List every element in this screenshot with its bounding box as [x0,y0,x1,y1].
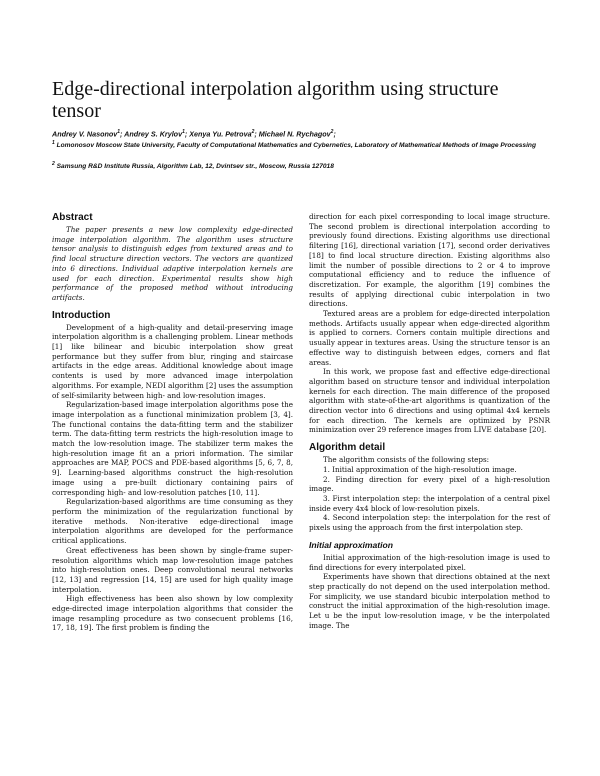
author-name: Andrey S. Krylov [124,129,183,139]
author-sup: 2 [251,129,255,135]
author-name: Andrey V. Nasonov [52,129,118,139]
left-column [52,212,293,633]
paper-title: Edge-directional interpolation algorithm using structure tensor [52,78,499,122]
step-item: 4. Second interpolation step: the interpolation for the rest of pixels using the approach from the first interpolation step. [309,513,550,533]
abstract-text: The paper presents a new low complexity edge-directed image interpolation algorithm. The algorithm uses structure tensor analysis to distinguish edges from textured areas and to find local structure direction vectors. The vectors are quantized into 6 directions. Individual adaptive interpolation kernels are used for each direction. Experimental results show high performance of the proposed method without introducing artifacts. [52,225,293,302]
author-sup: 2 [330,129,334,135]
affiliation [52,139,562,151]
paragraph: Initial approximation of the high-resolution image is used to find directions for every interpolated pixel. [309,552,550,572]
author-list: Andrey V. Nasonov$^1$; Andrey S. Krylov$^1$; Xenya Yu. Petrova$^2$; Michael N. Rychagov$^2$; [52,129,336,139]
introduction-section [52,310,293,634]
step-item: 3. First interpolation step: the interpolation of a central pixel inside every 4x4 block of low-resolution pixels. [309,493,550,513]
affiliation-sup: 1 [52,140,55,146]
paragraph: High effectiveness has been also shown by low complexity edge-directed image interpolation algorithms that consider the image resampling procedure as two consecuent problems [16, 17, 18, 19]. The first problem is finding the [52,594,293,633]
paragraph: In this work, we propose fast and effective edge-directional algorithm based on structure tensor and individual interpolation kernels for each direction. The main difference of the proposed algorithm with state-of-the-art algorithms is quantization of the direction vector into 6 directions and using optimal 4x4 kernels for each direction. The kernels are optimized by PSNR minimization over 29 reference images from LIVE database [20]. [309,367,550,435]
step-item: 2. Finding direction for every pixel of a high-resolution image. [309,474,550,494]
author-name: Xenya Yu. Petrova [189,129,252,139]
algorithm-section [309,442,550,533]
author-sup: 1 [117,129,121,135]
affiliation-text: Lomonosov Moscow State University, Faculty of Computational Mathematics and Cybernetics, Laboratory of Mathematical Methods of Image Processing [56,142,536,150]
right-column [309,212,550,630]
paragraph: Textured areas are a problem for edge-directed interpolation methods. Artifacts usually appear when edge-directed algorithm is applied to corners. Corners contain multiple directions and usually appear in textures areas. Using the structure tensor is an effective way to distinguish between edges, corners and flat areas. [309,309,550,367]
paragraph: Great effectiveness has been shown by single-frame super-resolution algorithms which map low-resolution image patches into high-resolution ones. Deep convolutional neural networks [12, 13] and regression [14, 15] are used for high quality image interpolation. [52,545,293,594]
affiliation-text: Samsung R&D Institute Russia, Algorithm Lab, 12, Dvintsev str., Moscow, Russia 127018 [56,163,334,171]
abstract-heading: Abstract [52,212,93,223]
algorithm-heading: Algorithm detail [309,442,386,454]
author-name: Michael N. Rychagov [258,129,331,139]
author-sup: 1 [182,129,185,135]
introduction-heading: Introduction [52,309,111,321]
affiliation [52,160,562,172]
paragraph: direction for each pixel corresponding to local image structure. The second problem is directional interpolation according to previously found directions. Existing algorithms use directional filtering [16], directional variation [17], second order derivatives [18] to find local structure direction. Existing algorithms also limit the number of possible directions to 2 or 4 to improve computational efficiency and to reduce the influence of discretization. For example, the algorithm [19] combines the results of applying directional cubic interpolation in two directions. [309,212,550,309]
paragraph: Regularization-based algorithms are time consuming as they perform the minimization of the regularization functional by iterative methods. Non-iterative edge-directional image interpolation algorithms are developed for the performance critical applications. [52,497,293,546]
paragraph: Development of a high-quality and detail-preserving image interpolation algorithm is a challenging problem. Linear methods [1] like bilinear and bicubic interpolation show great performance but they suffer from blur, ringing and staircase artifacts in the edge areas. Additional knowledge about image contents is used by more advanced image interpolation algorithms. For example, NEDI algorithm [2] uses the assumption of self-similarity between high- and low-resolution images. [52,322,293,400]
initial-approximation-section [309,540,550,631]
paragraph: Regularization-based image interpolation algorithms pose the image interpolation as a functional minimization problem [3, 4]. The functional contains the data-fitting term and the stabilizer term. The data-fitting term restricts the high-resolution image to match the low-resolution image. The stabilizer term makes the high-resolution image fit an a priori information. The similar approaches are MAP, POCS and PDE-based algorithms [5, 6, 7, 8, 9]. Learning-based algorithms construct the high-resolution image using a pre-built dictionary containing pairs of corresponding high- and low-resolution patches [10, 11]. [52,400,293,497]
step-item: 1. Initial approximation of the high-resolution image. [323,464,517,474]
initial-approximation-heading: Initial approximation [309,539,394,550]
abstract-section [52,212,293,303]
affiliation-sup: 2 [52,161,55,167]
paragraph: The algorithm consists of the following steps: [323,455,490,465]
paragraph: Experiments have shown that directions obtained at the next step practically do not depend on the used interpolation method. For simplicity, we use standard bicubic interpolation method to construct the initial approximation of the high-resolution image. Let u be the input low-resolution image, v be the interpolated image. The [309,572,550,630]
